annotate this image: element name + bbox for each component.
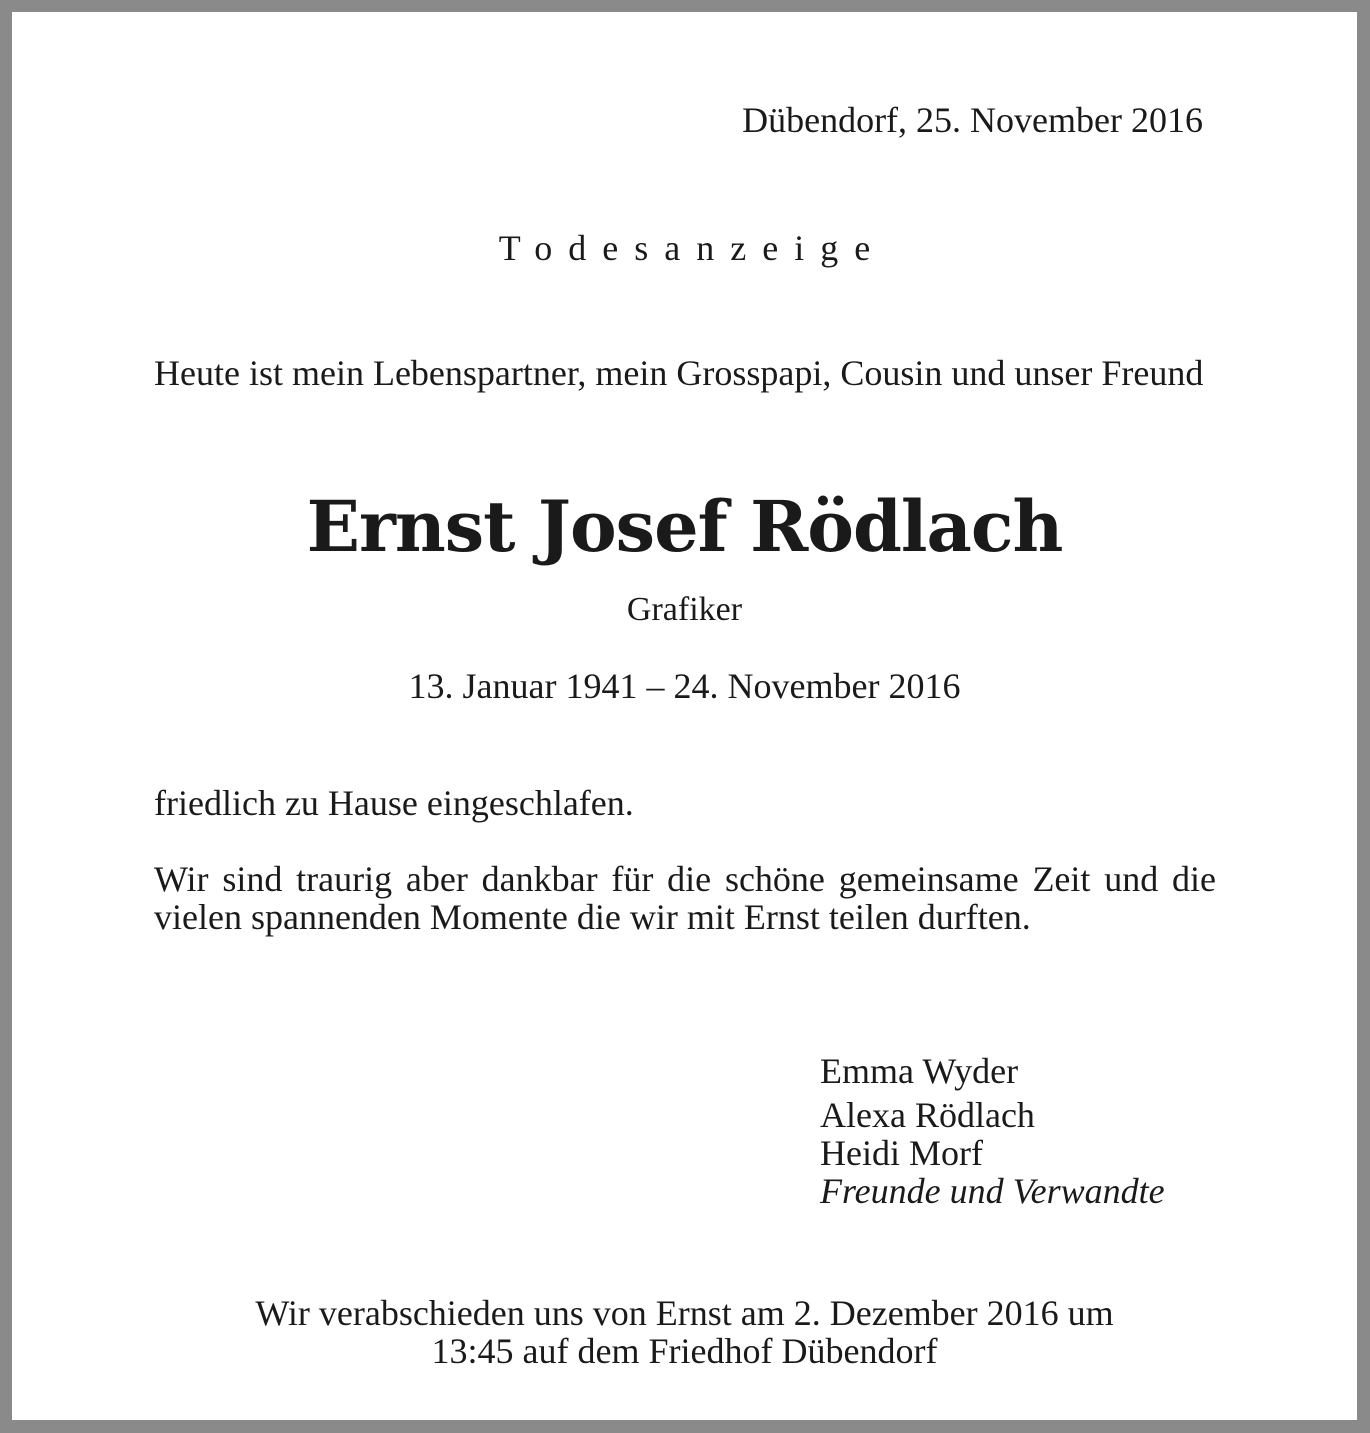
lifespan-dates: 13. Januar 1941 – 24. November 2016 [408,666,961,706]
place-date: Dübendorf, 25. November 2016 [742,100,1203,140]
gratitude-text: Wir sind traurig aber dankbar für die schöne gemeinsame Zeit und die vielen spannenden Momente die wir mit Ernst teilen durften. [154,859,1216,937]
signers-closing: Freunde und Verwandte [820,1171,1165,1211]
signer-name: Alexa Rödlach [820,1095,1035,1135]
deceased-name: Ernst Josef Rödlach [306,485,1063,568]
signer-name: Emma Wyder [820,1051,1019,1091]
intro-text: Heute ist mein Lebenspartner, mein Grosspapi, Cousin und unser Freund [154,353,1204,393]
signer-name: Heidi Morf [820,1133,983,1173]
farewell-info [12,1294,1357,1370]
notice-heading: Todesanzeige [498,228,887,268]
passing-text: friedlich zu Hause eingeschlafen. [154,783,634,823]
obituary-page [12,12,1357,1420]
profession: Grafiker [626,591,743,628]
farewell-line: 13:45 auf dem Friedhof Dübendorf [431,1331,938,1371]
farewell-line: Wir verabschieden uns von Ernst am 2. Dezember 2016 um [255,1293,1114,1333]
signers-block [820,1052,1165,1210]
